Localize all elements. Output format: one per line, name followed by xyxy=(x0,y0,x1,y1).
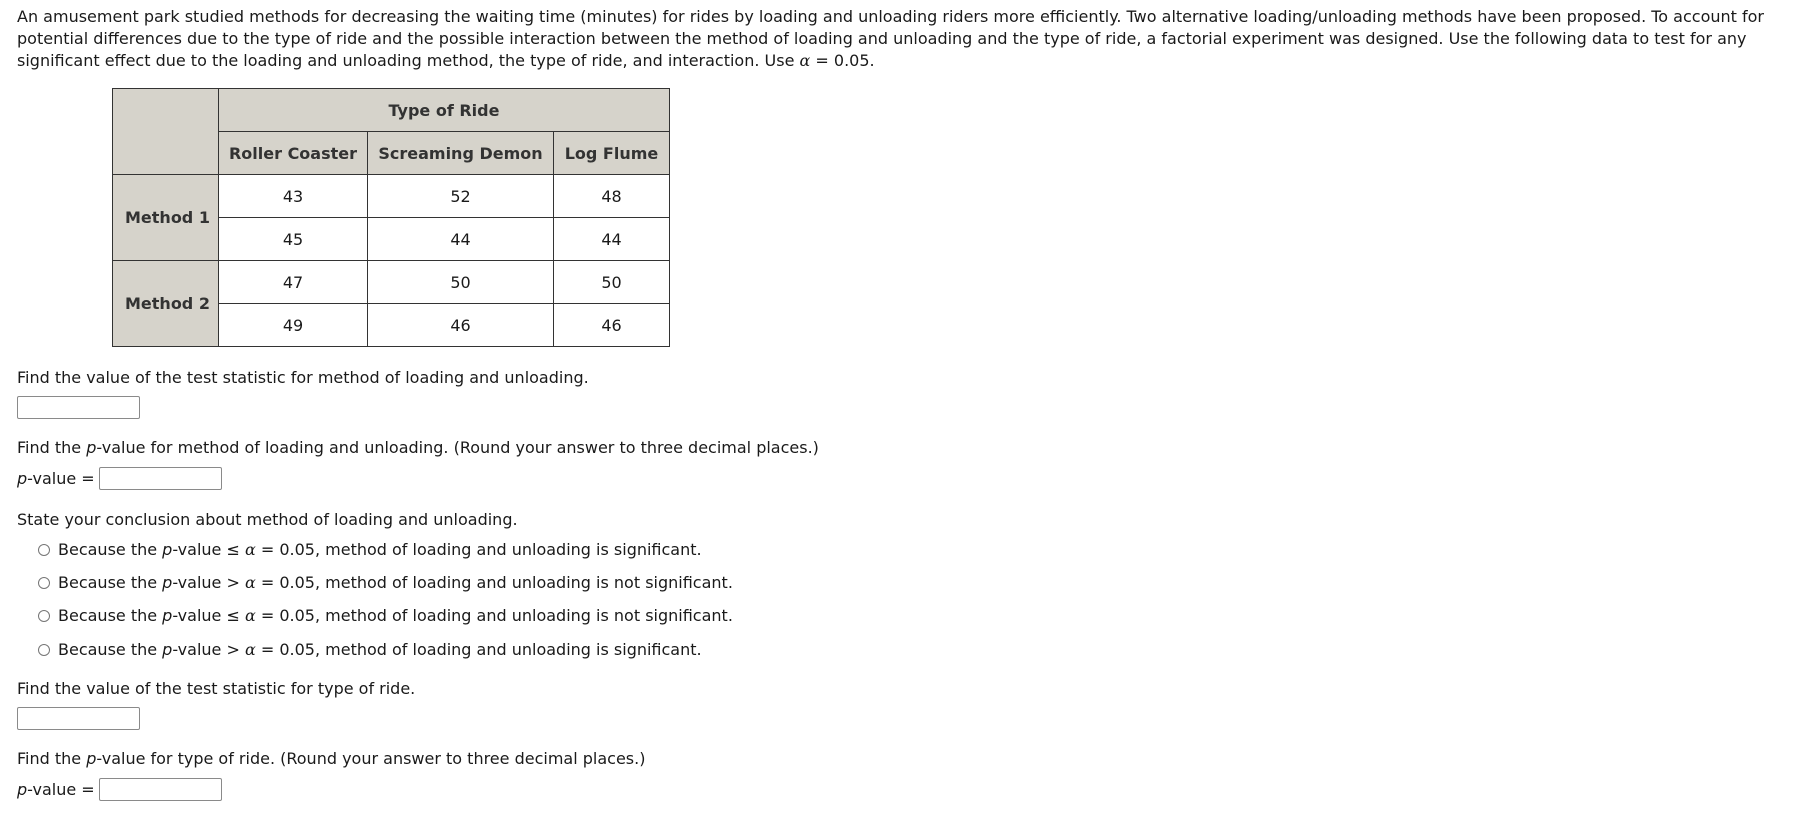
radio-button[interactable] xyxy=(38,610,50,622)
row-header-method-2: Method 2 xyxy=(113,261,219,347)
row-header-method-1: Method 1 xyxy=(113,175,219,261)
table-cell: 49 xyxy=(219,304,368,347)
ride-statistic-prompt: Find the value of the test statistic for type of ride. xyxy=(17,679,416,698)
method-pvalue-prompt: Find the p-value for method of loading and unloading. (Round your answer to three decimal places.) xyxy=(17,438,819,457)
option-label: Because the p-value ≤ α = 0.05, method of loading and unloading is significant. xyxy=(58,540,702,559)
data-table xyxy=(112,88,670,347)
radio-button[interactable] xyxy=(38,644,50,656)
type-of-ride-header: Type of Ride xyxy=(219,89,670,132)
ride-pvalue-prompt: Find the p-value for type of ride. (Round your answer to three decimal places.) xyxy=(17,749,646,768)
radio-button[interactable] xyxy=(38,577,50,589)
table-cell: 44 xyxy=(554,218,670,261)
method-test-statistic-input[interactable] xyxy=(17,396,140,419)
table-cell: 47 xyxy=(219,261,368,304)
column-header-log-flume: Log Flume xyxy=(554,132,670,175)
table-cell: 48 xyxy=(554,175,670,218)
table-cell: 46 xyxy=(554,304,670,347)
method-conclusion-option-4[interactable] xyxy=(38,640,702,659)
ride-pvalue-label: p-value = xyxy=(17,780,95,799)
radio-button[interactable] xyxy=(38,544,50,556)
table-cell: 44 xyxy=(368,218,554,261)
column-header-roller-coaster: Roller Coaster xyxy=(219,132,368,175)
table-cell: 45 xyxy=(219,218,368,261)
ride-test-statistic-input[interactable] xyxy=(17,707,140,730)
table-cell: 46 xyxy=(368,304,554,347)
method-pvalue-input[interactable] xyxy=(99,467,222,490)
column-header-screaming-demon: Screaming Demon xyxy=(368,132,554,175)
method-statistic-prompt: Find the value of the test statistic for method of loading and unloading. xyxy=(17,368,589,387)
option-label: Because the p-value ≤ α = 0.05, method of loading and unloading is not significant. xyxy=(58,606,733,625)
option-label: Because the p-value > α = 0.05, method of loading and unloading is not significant. xyxy=(58,573,733,592)
problem-statement: An amusement park studied methods for decreasing the waiting time (minutes) for rides by loading and unloading riders more efficiently. Two alternative loading/unloading methods have been proposed. To account for potential differences due to the type of ride and the possible interaction between the method of loading and unloading and the type of ride, a factorial experiment was designed. Use the following data to test for any significant effect due to the loading and unloading method, the type of ride, and interaction. Use α = 0.05. xyxy=(17,7,1765,70)
table-cell: 50 xyxy=(368,261,554,304)
table-corner xyxy=(113,89,219,175)
table-cell: 52 xyxy=(368,175,554,218)
method-conclusion-prompt: State your conclusion about method of loading and unloading. xyxy=(17,510,518,529)
method-conclusion-option-1[interactable] xyxy=(38,540,702,559)
option-label: Because the p-value > α = 0.05, method of loading and unloading is significant. xyxy=(58,640,702,659)
table-cell: 43 xyxy=(219,175,368,218)
method-pvalue-label: p-value = xyxy=(17,469,95,488)
method-conclusion-option-2[interactable] xyxy=(38,573,733,592)
table-cell: 50 xyxy=(554,261,670,304)
method-conclusion-option-3[interactable] xyxy=(38,606,733,625)
ride-pvalue-input[interactable] xyxy=(99,778,222,801)
